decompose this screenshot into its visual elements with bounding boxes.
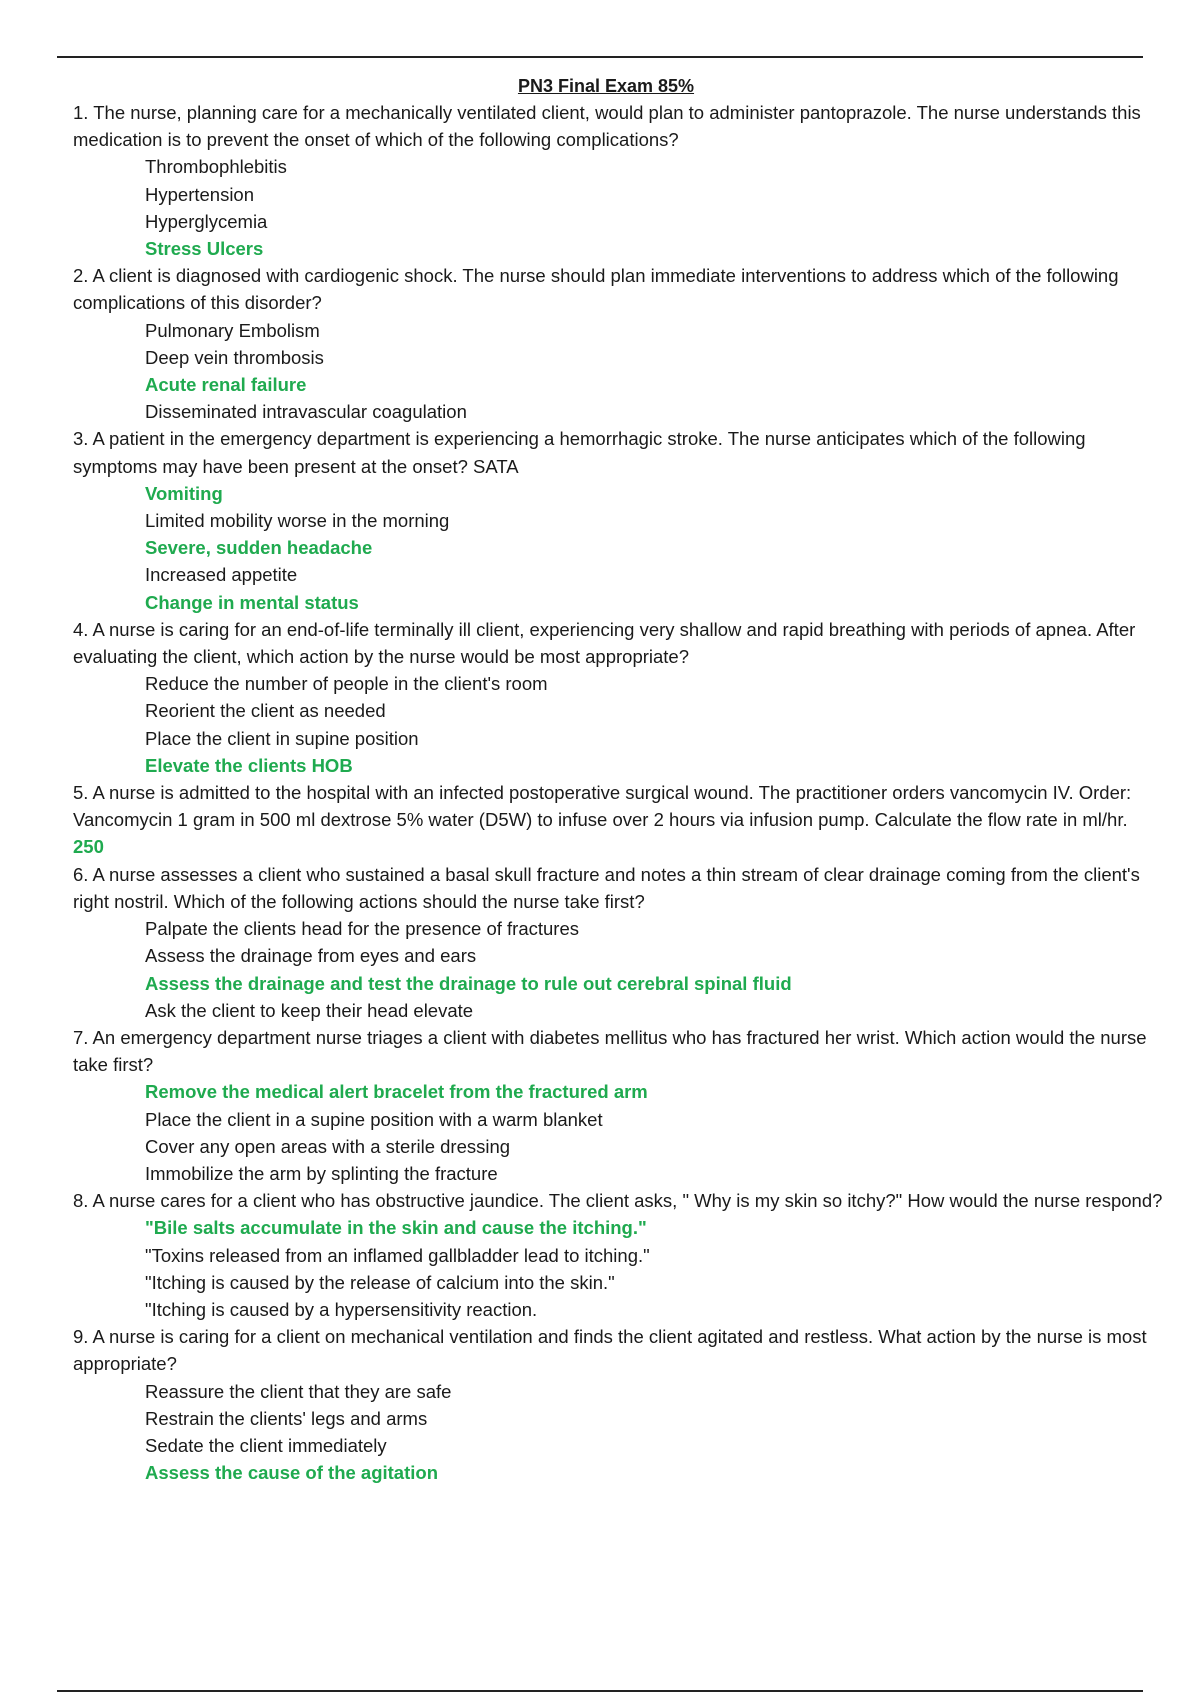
- question-text: [73, 262, 1163, 316]
- answer-options: [73, 480, 1163, 616]
- answer-option: Disseminated intravascular coagulation: [145, 401, 467, 423]
- answer-option: Place the client in supine position: [145, 727, 419, 749]
- answer-options: [73, 670, 1163, 779]
- question-4: [73, 616, 1163, 779]
- answer-option: Assess the drainage from eyes and ears: [145, 945, 477, 967]
- answer-option: Pulmonary Embolism: [145, 319, 320, 341]
- answer-option: Immobilize the arm by splinting the fracture: [145, 1162, 498, 1184]
- answer-option: "Itching is caused by the release of calcium into the skin.": [145, 1271, 615, 1293]
- answer-option: "Toxins released from an inflamed gallbladder lead to itching.": [145, 1244, 650, 1266]
- answer-option: Restrain the clients' legs and arms: [145, 1407, 428, 1429]
- question-3: [73, 425, 1163, 615]
- answer-option: Reduce the number of people in the client's room: [145, 673, 548, 695]
- question-text: [73, 861, 1163, 915]
- answer-option: Reorient the client as needed: [145, 700, 386, 722]
- bottom-rule: [57, 1690, 1143, 1692]
- answer-option: Hypertension: [145, 183, 255, 205]
- answer-option-correct: Vomiting: [145, 482, 223, 504]
- answer-option-correct: Acute renal failure: [145, 374, 307, 396]
- question-text: [73, 99, 1163, 153]
- question-prompt: 5. A nurse is admitted to the hospital with an infected postoperative surgical wound. The practitioner orders vancomycin IV. Order: Vancomycin 1 gram in 500 ml dextrose 5% water (D5W) to infuse over 2 hours via infusion pump. Calculate the flow rate in ml/hr.: [73, 782, 1132, 831]
- answer-option: Ask the client to keep their head elevate: [145, 999, 474, 1021]
- question-5: [73, 779, 1163, 861]
- answer-options: [73, 317, 1163, 426]
- answer-option-correct: Severe, sudden headache: [145, 537, 373, 559]
- question-text: [73, 425, 1163, 479]
- answer-options: [73, 915, 1163, 1024]
- answer-option: Thrombophlebitis: [145, 156, 287, 178]
- question-prompt: 4. A nurse is caring for an end-of-life terminally ill client, experiencing very shallow and rapid breathing with periods of apnea. After evaluating the client, which action by the nurse would be most appropriate?: [73, 618, 1136, 668]
- answer-option: Palpate the clients head for the presence of fractures: [145, 918, 579, 940]
- page-title: PN3 Final Exam 85%: [517, 76, 695, 96]
- question-9: [73, 1323, 1163, 1486]
- answer-option: Limited mobility worse in the morning: [145, 510, 450, 532]
- answer-option: Deep vein thrombosis: [145, 346, 324, 368]
- answer-option-correct: Assess the drainage and test the drainage to rule out cerebral spinal fluid: [145, 972, 792, 994]
- question-prompt: 9. A nurse is caring for a client on mechanical ventilation and finds the client agitated and restless. What action by the nurse is most appropriate?: [73, 1326, 1147, 1375]
- answer-options: [73, 153, 1163, 262]
- question-list: [73, 99, 1163, 1486]
- question-text: [73, 616, 1163, 670]
- question-6: [73, 861, 1163, 1024]
- question-text: [73, 1323, 1163, 1377]
- answer-options: [73, 1378, 1163, 1487]
- question-text: [73, 779, 1163, 861]
- top-rule: [57, 56, 1143, 58]
- answer-option: Place the client in a supine position with a warm blanket: [145, 1108, 603, 1130]
- answer-option-correct: Remove the medical alert bracelet from the fractured arm: [145, 1081, 648, 1103]
- question-2: [73, 262, 1163, 425]
- answer-option: Increased appetite: [145, 564, 298, 586]
- inline-answer: 250: [73, 836, 104, 858]
- question-text: [73, 1024, 1163, 1078]
- question-prompt: 1. The nurse, planning care for a mechanically ventilated client, would plan to administer pantoprazole. The nurse understands this medication is to prevent the onset of which of the following complications?: [73, 102, 1141, 151]
- answer-option-correct: Assess the cause of the agitation: [145, 1462, 439, 1484]
- exam-document: [73, 73, 1163, 1486]
- question-8: [73, 1187, 1163, 1323]
- answer-options: [73, 1078, 1163, 1187]
- answer-option: Reassure the client that they are safe: [145, 1380, 452, 1402]
- answer-option-correct: Change in mental status: [145, 591, 359, 613]
- answer-options: [73, 1214, 1163, 1323]
- answer-option: "Itching is caused by a hypersensitivity reaction.: [145, 1298, 538, 1320]
- question-7: [73, 1024, 1163, 1187]
- question-prompt: 3. A patient in the emergency department is experiencing a hemorrhagic stroke. The nurse anticipates which of the following symptoms may have been present at the onset? SATA: [73, 428, 1086, 477]
- answer-option: Cover any open areas with a sterile dressing: [145, 1135, 511, 1157]
- question-text: [73, 1187, 1163, 1214]
- answer-option: Hyperglycemia: [145, 210, 268, 232]
- answer-option-correct: "Bile salts accumulate in the skin and cause the itching.": [145, 1217, 647, 1239]
- question-prompt: 6. A nurse assesses a client who sustained a basal skull fracture and notes a thin stream of clear drainage coming from the client's right nostril. Which of the following actions should the nurse take first?: [73, 863, 1140, 912]
- question-prompt: 8. A nurse cares for a client who has obstructive jaundice. The client asks, " Why is my skin so itchy?" How would the nurse respond?: [73, 1190, 1163, 1212]
- answer-option-correct: Elevate the clients HOB: [145, 754, 353, 776]
- answer-option-correct: Stress Ulcers: [145, 238, 264, 260]
- question-1: [73, 99, 1163, 262]
- answer-option: Sedate the client immediately: [145, 1434, 387, 1456]
- question-prompt: 7. An emergency department nurse triages a client with diabetes mellitus who has fractured her wrist. Which action would the nurse take first?: [73, 1026, 1147, 1076]
- question-prompt: 2. A client is diagnosed with cardiogenic shock. The nurse should plan immediate interventions to address which of the following complications of this disorder?: [73, 265, 1119, 314]
